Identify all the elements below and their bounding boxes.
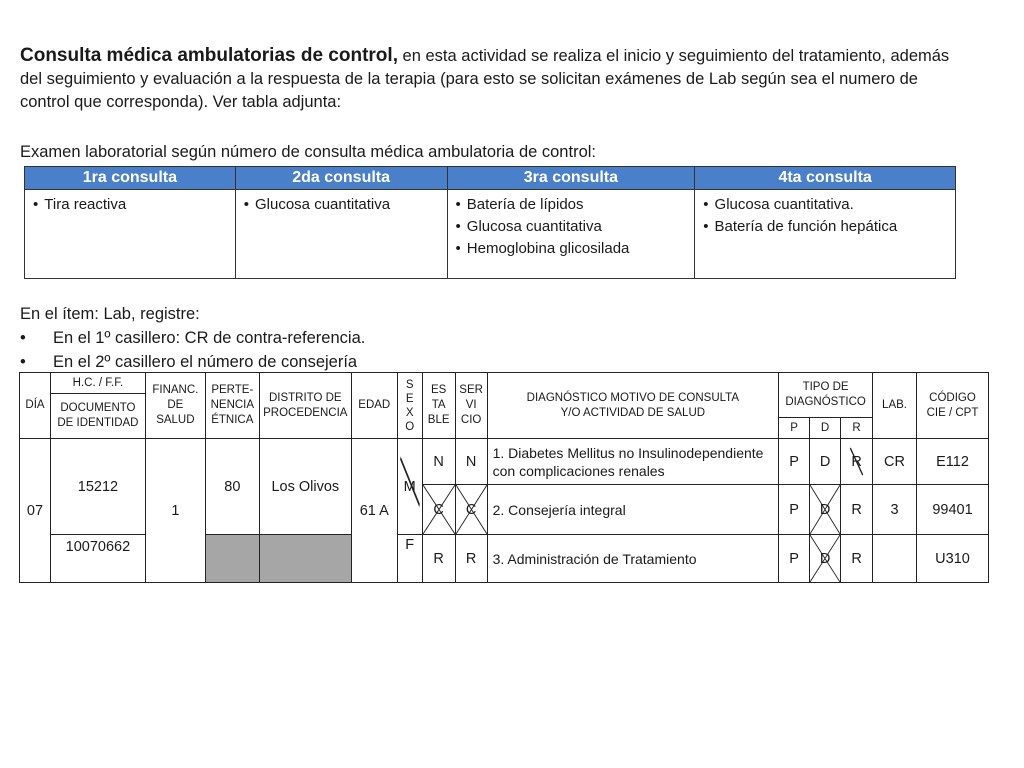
lab-note [20,302,365,374]
cell-tipo-r: R [841,485,873,535]
header-servicio: SER VI CIO [455,373,487,439]
bullet: • [20,353,26,371]
cell-1ra [25,190,236,279]
cell-dni: 10070662 [50,535,145,583]
cell-lab: 3 [873,485,917,535]
list-item: • Glucosa cuantitativa. [703,194,947,216]
list-item: • Glucosa cuantitativa [456,216,687,238]
cell-2da [235,190,447,279]
cell-4ta [695,190,956,279]
cell-codigo: 99401 [916,485,988,535]
header-documento: DOCUMENTO DE IDENTIDAD [50,394,145,439]
cell-establecimiento: N [422,439,455,485]
cell-tipo-r: R [841,439,873,485]
header-codigo: CÓDIGO CIE / CPT [916,373,988,439]
cell-sexo-f: F [397,535,422,583]
header-distrito: DISTRITO DE PROCEDENCIA [259,373,351,439]
lab-note-intro: En el ítem: Lab, registre: [20,305,200,323]
list-item: • Hemoglobina glicosilada [456,238,687,260]
cell-tipo-p: P [779,439,810,485]
cell-dia: 07 [20,439,51,583]
intro-paragraph [20,44,960,114]
header-financ: FINANC. DE SALUD [145,373,205,439]
lab-note-item-1 [20,326,365,350]
header-edad: EDAD [351,373,397,439]
cell-edad: 61 A [351,439,397,583]
cell-codigo: U310 [916,535,988,583]
cell-tipo-p: P [779,485,810,535]
cell-diagnostico: 2. Consejería integral [487,485,778,535]
col-header-2da: 2da consulta [235,167,447,190]
intro-title: Consulta médica ambulatorias de control, [20,45,398,66]
cell-financ: 1 [145,439,205,583]
col-header-1ra: 1ra consulta [25,167,236,190]
header-tipo-r: R [841,418,873,439]
cell-lab [873,535,917,583]
header-tipo-diagnostico: TIPO DE DIAGNÓSTICO [779,373,873,418]
lab-note-text: En el 2º casillero el número de consejería [53,353,358,371]
header-lab: LAB. [873,373,917,439]
lab-note-text: En el 1º casillero: CR de contra-referencia. [53,329,366,347]
cell-distrito-empty [259,535,351,583]
list-item: • Batería de función hepática [703,216,947,238]
intro-text: en esta actividad se realiza el inicio y seguimiento del tratamiento, además del seguimiento y evaluación a la respuesta de la terapia (para esto se solicitan exámenes de Lab según sea el numero de control que corresponda). Ver tabla adjunta: [20,47,950,111]
cell-lab: CR [873,439,917,485]
header-pertenencia: PERTE- NENCIA ÉTNICA [205,373,259,439]
his-register-table [19,372,989,583]
cell-servicio: R [455,535,487,583]
cell-tipo-d: D [810,535,841,583]
header-establecimiento: ES TA BLE [422,373,455,439]
list-item: • Tira reactiva [33,194,227,216]
list-item: • Glucosa cuantitativa [244,194,439,216]
bullet: • [20,329,26,347]
header-hcff: H.C. / F.F. [50,373,145,394]
header-tipo-d: D [810,418,841,439]
cell-diagnostico: 3. Administración de Tratamiento [487,535,778,583]
cell-tipo-p: P [779,535,810,583]
cell-servicio: N [455,439,487,485]
lab-note-item-2 [20,350,365,374]
cell-tipo-r: R [841,535,873,583]
cell-distrito: Los Olivos [259,439,351,535]
list-item: • Batería de lípidos [456,194,687,216]
col-header-3ra: 3ra consulta [447,167,695,190]
cell-pertenencia: 80 [205,439,259,535]
cell-hc: 15212 [50,439,145,535]
cell-diagnostico: 1. Diabetes Mellitus no Insulinodependiente con complicaciones renales [487,439,778,485]
cell-tipo-d: D [810,485,841,535]
col-header-4ta: 4ta consulta [695,167,956,190]
header-dia: DÍA [20,373,51,439]
header-tipo-p: P [779,418,810,439]
header-sexo: S E X O [397,373,422,439]
header-diagnostico: DIAGNÓSTICO MOTIVO DE CONSULTA Y/O ACTIVIDAD DE SALUD [487,373,778,439]
cell-tipo-d: D [810,439,841,485]
cell-codigo: E112 [916,439,988,485]
lab-exams-table [24,166,956,279]
cell-3ra [447,190,695,279]
cell-pertenencia-empty [205,535,259,583]
cell-sexo-m: M [397,439,422,535]
cell-establecimiento: R [422,535,455,583]
cell-servicio: C [455,485,487,535]
cell-establecimiento: C [422,485,455,535]
lab-table-caption: Examen laboratorial según número de consulta médica ambulatoria de control: [20,143,596,161]
